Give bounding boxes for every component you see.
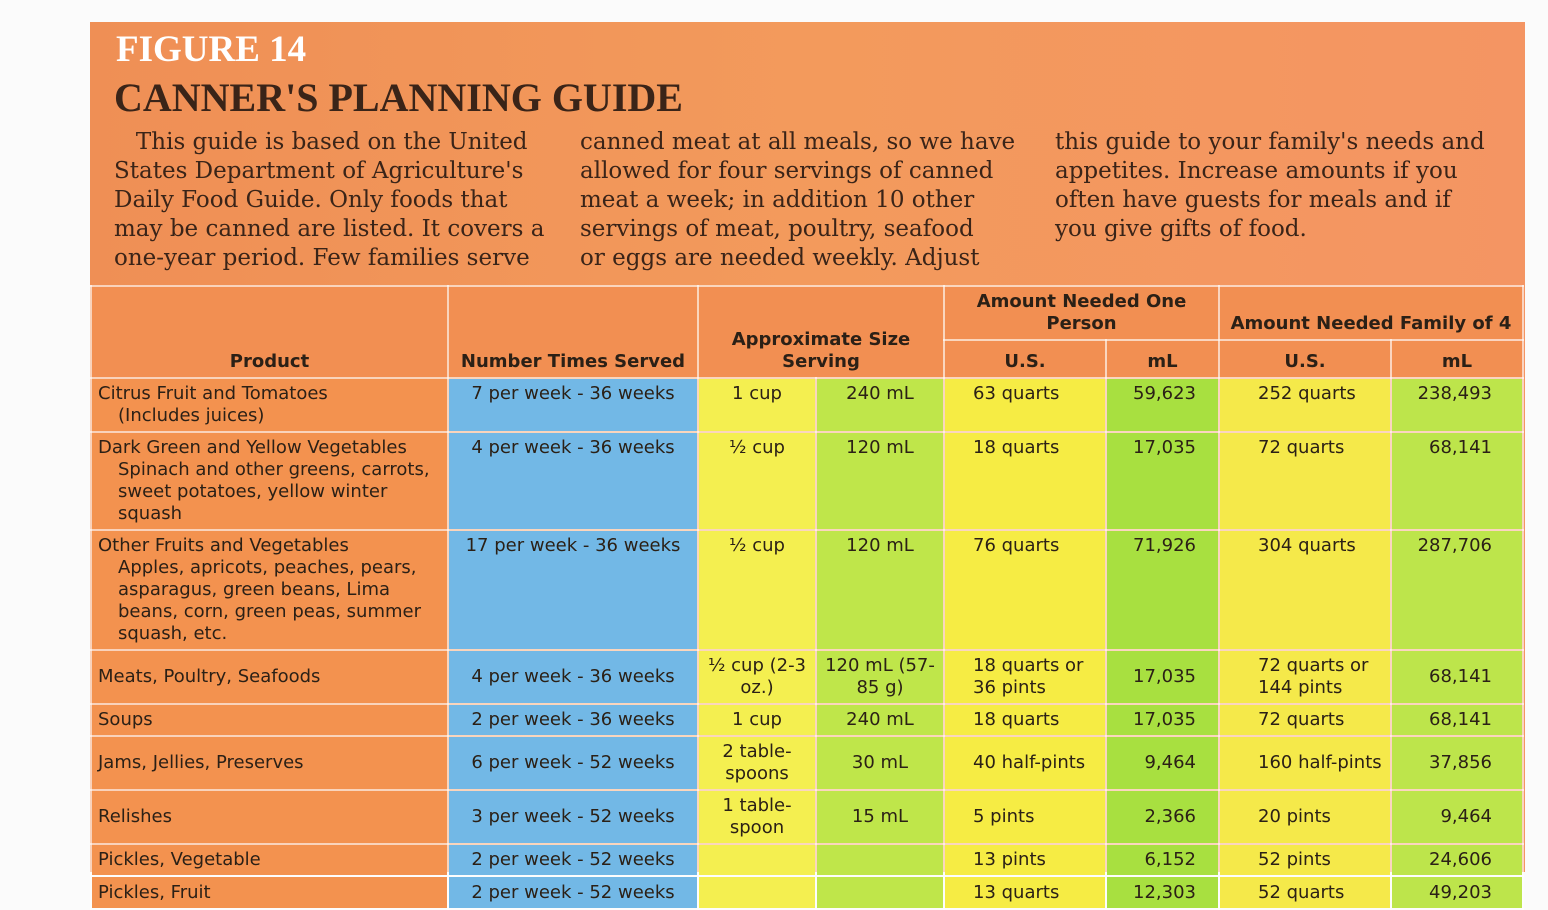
- cup-cell: ½ cup: [698, 530, 816, 650]
- ml-cell: 120 mL: [816, 530, 944, 650]
- times-cell: 7 per week - 36 weeks: [448, 378, 698, 432]
- times-cell: 3 per week - 52 weeks: [448, 790, 698, 844]
- fam-ml-cell: 24,606: [1391, 844, 1523, 876]
- header-product: Product: [91, 286, 448, 378]
- fam-us-cell: 72 quarts or 144 pints: [1219, 650, 1391, 704]
- one-ml-cell: 12,303: [1106, 876, 1219, 909]
- one-us-cell: 5 pints: [944, 790, 1106, 844]
- product-cell: [91, 530, 448, 650]
- one-us-cell: 76 quarts: [944, 530, 1106, 650]
- one-ml-cell: 2,366: [1106, 790, 1219, 844]
- times-cell: 6 per week - 52 weeks: [448, 736, 698, 790]
- one-ml-cell: 71,926: [1106, 530, 1219, 650]
- ml-cell: 120 mL (57-85 g): [816, 650, 944, 704]
- fam-us-cell: 20 pints: [1219, 790, 1391, 844]
- product-name: Soups: [98, 709, 153, 730]
- table-row: [91, 530, 1523, 650]
- fam-us-cell: 160 half-pints: [1219, 736, 1391, 790]
- one-ml-cell: 17,035: [1106, 704, 1219, 736]
- product-cell: [91, 736, 448, 790]
- product-cell: [91, 704, 448, 736]
- fam-us-cell: 304 quarts: [1219, 530, 1391, 650]
- header-one-us: U.S.: [944, 340, 1106, 378]
- header-family-us: U.S.: [1219, 340, 1391, 378]
- fam-ml-cell: 68,141: [1391, 650, 1523, 704]
- fam-ml-cell: 287,706: [1391, 530, 1523, 650]
- ml-cell: 30 mL: [816, 736, 944, 790]
- fam-ml-cell: 49,203: [1391, 876, 1523, 909]
- times-cell: 4 per week - 36 weeks: [448, 650, 698, 704]
- fam-us-cell: 72 quarts: [1219, 704, 1391, 736]
- intro-col-1: This guide is based on the United States Department of Agriculture's Daily Food Guide. Only foods that may be canned are listed. It covers a one-year period. Few families serve: [114, 129, 545, 271]
- fam-ml-cell: 37,856: [1391, 736, 1523, 790]
- header-family: Amount Needed Family of 4: [1219, 286, 1523, 340]
- product-cell: [91, 378, 448, 432]
- ml-cell: 240 mL: [816, 704, 944, 736]
- table-row: [91, 790, 1523, 844]
- ml-cell: 15 mL: [816, 790, 944, 844]
- product-cell: [91, 432, 448, 530]
- cup-cell: [698, 876, 816, 909]
- one-us-cell: 63 quarts: [944, 378, 1106, 432]
- fam-ml-cell: 68,141: [1391, 432, 1523, 530]
- header-times: Number Times Served: [448, 286, 698, 378]
- cup-cell: [698, 844, 816, 876]
- times-cell: 2 per week - 52 weeks: [448, 844, 698, 876]
- table-row: [91, 378, 1523, 432]
- times-cell: 2 per week - 52 weeks: [448, 876, 698, 909]
- ml-cell: 240 mL: [816, 378, 944, 432]
- product-name: Jams, Jellies, Preserves: [98, 752, 304, 773]
- product-name: Meats, Poultry, Seafoods: [98, 666, 321, 687]
- one-us-cell: 13 quarts: [944, 876, 1106, 909]
- fam-us-cell: 52 pints: [1219, 844, 1391, 876]
- times-cell: 2 per week - 36 weeks: [448, 704, 698, 736]
- fam-ml-cell: 68,141: [1391, 704, 1523, 736]
- figure-title: CANNER'S PLANNING GUIDE: [114, 75, 683, 120]
- product-name: Other Fruits and Vegetables: [98, 535, 349, 556]
- header-one-person: Amount Needed One Person: [944, 286, 1219, 340]
- table-row: [91, 650, 1523, 704]
- one-us-cell: 18 quarts or 36 pints: [944, 650, 1106, 704]
- table-row: [91, 876, 1523, 909]
- one-ml-cell: 17,035: [1106, 650, 1219, 704]
- intro-col-3: this guide to your family's needs and appetites. Increase amounts if you often have guests for meals and if you give gifts of food.: [1055, 129, 1485, 242]
- ml-cell: 120 mL: [816, 432, 944, 530]
- product-name: Dark Green and Yellow Vegetables: [98, 437, 407, 458]
- fam-ml-cell: 238,493: [1391, 378, 1523, 432]
- cup-cell: 1 cup: [698, 704, 816, 736]
- cup-cell: 1 table-spoon: [698, 790, 816, 844]
- product-examples: (Includes juices): [118, 405, 265, 426]
- table-row: [91, 704, 1523, 736]
- cup-cell: ½ cup (2-3 oz.): [698, 650, 816, 704]
- product-cell: [91, 790, 448, 844]
- cup-cell: ½ cup: [698, 432, 816, 530]
- fam-us-cell: 72 quarts: [1219, 432, 1391, 530]
- one-us-cell: 18 quarts: [944, 432, 1106, 530]
- one-ml-cell: 9,464: [1106, 736, 1219, 790]
- product-examples: Apples, apricots, peaches, pears, asparagus, green beans, Lima beans, corn, green peas, summer squash, etc.: [118, 557, 421, 644]
- times-cell: 17 per week - 36 weeks: [448, 530, 698, 650]
- table-row: [91, 736, 1523, 790]
- header-family-ml: mL: [1391, 340, 1523, 378]
- table-row: [91, 844, 1523, 876]
- cup-cell: 1 cup: [698, 378, 816, 432]
- planning-table: [90, 285, 1524, 910]
- product-name: Pickles, Fruit: [98, 881, 211, 903]
- one-ml-cell: 6,152: [1106, 844, 1219, 876]
- fam-us-cell: 52 quarts: [1219, 876, 1391, 909]
- header-one-ml: mL: [1106, 340, 1219, 378]
- one-us-cell: 13 pints: [944, 844, 1106, 876]
- figure-label: FIGURE 14: [116, 29, 307, 70]
- one-ml-cell: 17,035: [1106, 432, 1219, 530]
- ml-cell: [816, 876, 944, 909]
- intro-col-2: canned meat at all meals, so we have allowed for four servings of canned meat a week; in addition 10 other servings of meat, poultry, seafood or eggs are needed weekly. Adjust: [580, 129, 1016, 271]
- planning-guide-figure: [90, 22, 1525, 903]
- product-examples: Spinach and other greens, carrots, sweet potatoes, yellow winter squash: [118, 459, 430, 524]
- one-us-cell: 18 quarts: [944, 704, 1106, 736]
- ml-cell: [816, 844, 944, 876]
- product-cell: [91, 844, 448, 876]
- one-ml-cell: 59,623: [1106, 378, 1219, 432]
- times-cell: 4 per week - 36 weeks: [448, 432, 698, 530]
- fam-ml-cell: 9,464: [1391, 790, 1523, 844]
- fam-us-cell: 252 quarts: [1219, 378, 1391, 432]
- cup-cell: 2 table-spoons: [698, 736, 816, 790]
- header-size: Approximate Size Serving: [698, 286, 944, 378]
- product-name: Pickles, Vegetable: [98, 849, 261, 870]
- table-row: [91, 432, 1523, 530]
- one-us-cell: 40 half-pints: [944, 736, 1106, 790]
- product-name: Relishes: [98, 806, 173, 827]
- product-name: Citrus Fruit and Tomatoes: [98, 383, 328, 404]
- product-cell: [91, 876, 448, 909]
- product-cell: [91, 650, 448, 704]
